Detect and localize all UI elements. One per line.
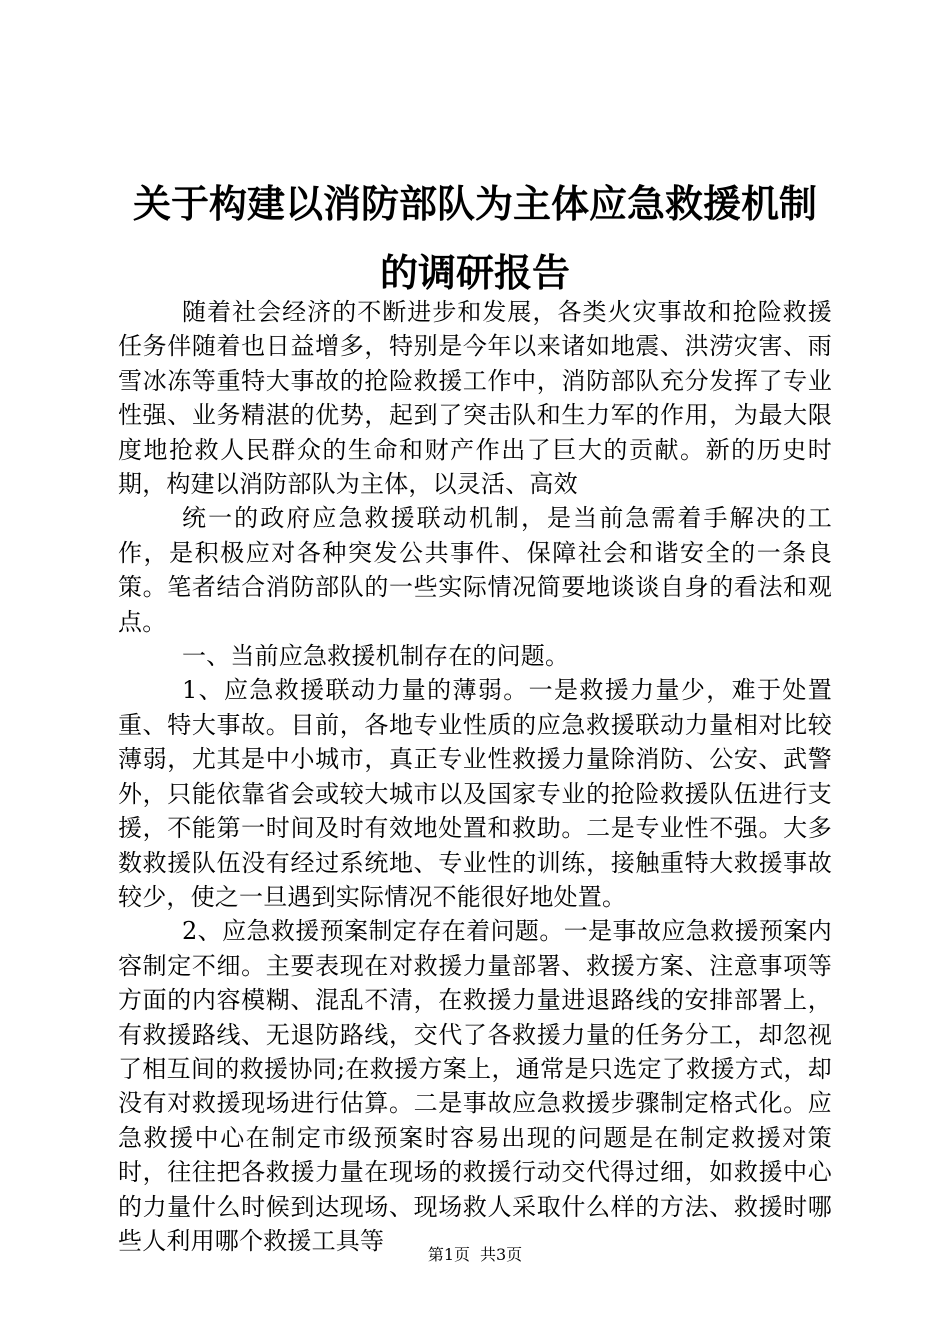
section-heading-problems: 一、当前应急救援机制存在的问题。: [182, 642, 570, 671]
paragraph-intro: 随着社会经济的不断进步和发展，各类火灾事故和抢险救援任务伴随着也日益增多，特别是今年以来诸如地震、洪涝灾害、雨雪冰冻等重特大事故的抢险救援工作中，消防部队充分发挥了专业性强、业务精湛的优势，起到了突击队和生力军的作用，为最大限度地抢救人民群众的生命和财产作出了巨大的贡献。新的历史时期，构建以消防部队为主体，以灵活、高效: [118, 298, 832, 499]
paragraph-mechanism: 统一的政府应急救援联动机制，是当前急需着手解决的工作，是积极应对各种突发公共事件、保障社会和谐安全的一条良策。笔者结合消防部队的一些实际情况简要地谈谈自身的看法和观点。: [118, 504, 832, 636]
page-footer: [0, 1244, 950, 1266]
document-title: 关于构建以消防部队为主体应急救援机制的调研报告: [132, 182, 817, 295]
paragraph-plan-problems: 2、应急救援预案制定存在着问题。一是事故应急救援预案内容制定不细。主要表现在对救援力量部署、救援方案、注意事项等方面的内容模糊、混乱不清，在救援力量进退路线的安排部署上，有救援路线、无退防路线，交代了各救援力量的任务分工，却忽视了相互间的救援协同;在救援方案上，通常是只选定了救援方式，却没有对救援现场进行估算。二是事故应急救援步骤制定格式化。应急救援中心在制定市级预案时容易出现的问题是在制定救援对策时，往往把各救援力量在现场的救援行动交代得过细，如救援中心的力量什么时候到达现场、现场救人采取什么样的方法、救援时哪些人利用哪个救援工具等: [118, 917, 832, 1255]
document-body: [118, 295, 832, 1258]
paragraph-force-weakness: 1、应急救援联动力量的薄弱。一是救援力量少，难于处置重、特大事故。目前，各地专业性质的应急救援联动力量相对比较薄弱，尤其是中小城市，真正专业性救援力量除消防、公安、武警外，只能依靠省会或较大城市以及国家专业的抢险救援队伍进行支援，不能第一时间及时有效地处置和救助。二是专业性不强。大多数救援队伍没有经过系统地、专业性的训练，接触重特大救援事故较少，使之一旦遇到实际情况不能很好地处置。: [118, 676, 832, 911]
page-number: 第1页: [427, 1245, 470, 1264]
page-total: 共3页: [480, 1245, 523, 1264]
